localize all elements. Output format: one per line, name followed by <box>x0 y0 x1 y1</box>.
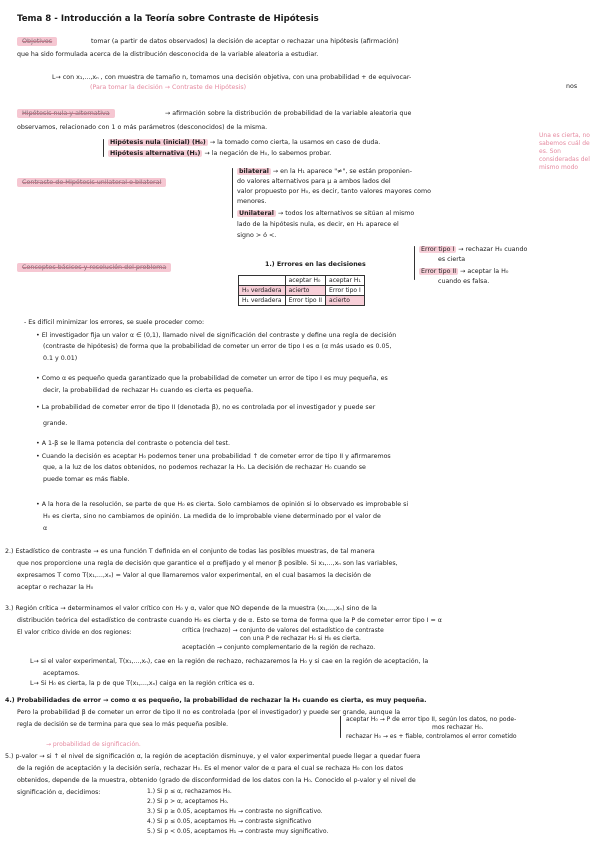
objetivos-note: (Para tomar la decisión → Contraste de Hipótesis) <box>90 84 247 91</box>
hipotesis-line-1: → afirmación sobre la distribución de probabilidad de la variable aleatoria que <box>165 110 412 117</box>
probabilidades-line: Pero la probabilidad β de cometer un error de tipo II no es controlada (por el investigador) y puede ser grande, aunque la <box>17 709 401 716</box>
table-cell: Error tipo II <box>285 296 325 306</box>
errores-heading: 1.) Errores en las decisiones <box>265 261 366 268</box>
h1-row: Hipótesis alternativa (H₁) → la negación de H₀, lo sabemos probar. <box>110 150 332 157</box>
objetivos-line-2: que ha sido formulada acerca de la distribución desconocida de la variable aleatoria a estudiar. <box>17 51 319 58</box>
body-line: α <box>43 525 48 532</box>
body-line: puede tomar es más fiable. <box>43 476 130 483</box>
objetivos-line-3: L→ con x₁,...,xₙ , con muestra de tamaño n, tomamos una decisión objetiva, con una probabilidad + de equivocar- <box>52 74 412 81</box>
objetivos-line-1: tomar (a partir de datos observados) la decisión de aceptar o rechazar una hipótesis (afirmación) <box>91 38 399 45</box>
error-tipo-1-b: es cierta <box>438 256 466 263</box>
bilateral-line-4: menores. <box>237 198 267 205</box>
region-line: aceptación → conjunto complementario de la región de rechazo. <box>182 644 376 651</box>
region-line: aceptamos. <box>43 670 80 677</box>
hipotesis-line-2: observamos, relacionado con 1 o más parámetros (desconocidos) de la misma. <box>17 124 268 131</box>
contraste-label: Contraste de Hipótesis unilateral o bilateral <box>17 178 166 187</box>
body-line: - Es difícil minimizar los errores, se suele proceder como: <box>24 319 205 326</box>
pvalor-item: 3.) Si p ≥ 0.05, aceptamos H₀ → contraste no significativo. <box>147 808 323 815</box>
pvalor-line: significación α, decidimos: <box>17 789 101 796</box>
table-cell: H₀ verdadera <box>239 286 286 296</box>
objetivos-line-3b: nos <box>566 83 578 90</box>
body-line: que, a la luz de los datos obtenidos, no podemos rechazar la H₀. La decisión de rechazar H₀ cuando se <box>43 464 366 471</box>
errores-brace <box>414 246 415 280</box>
region-line: con una P de rechazar H₀ si H₀ es cierta. <box>240 635 361 642</box>
unilateral-line-3: signo > ó <. <box>237 232 277 239</box>
pvalor-line: de la región de aceptación y la decisión sería, rechazar H₀. Es el menor valor de α para el cual se rechaza H₀ con los datos <box>17 765 404 772</box>
table-cell <box>239 276 286 286</box>
body-line: • A 1-β se le llama potencia del contraste o potencia del test. <box>36 440 231 447</box>
pvalor-note: → probabilidad de significación. <box>46 741 141 748</box>
table-row <box>239 296 365 306</box>
pvalor-line: obtenidos, depende de la muestra, obtenido (grado de disconformidad de los datos con la H₀. Conocido el p-valor y el nivel de <box>17 777 416 784</box>
side-note: Una es cierta, no sabemos cuál de es. Son consideradas del mismo modo <box>539 132 590 171</box>
pvalor-item: 1.) Si p ≤ α, rechazamos H₀. <box>147 788 232 795</box>
body-line: • A la hora de la resolución, se parte de que H₀ es cierta. Solo cambiamos de opinión si lo observado es improbable si <box>36 501 409 508</box>
page-title: Tema 8 - Introducción a la Teoría sobre Contraste de Hipótesis <box>17 14 319 24</box>
hipotesis-brace <box>103 139 104 157</box>
estadistico-line: que nos proporcione una regla de decisión que garantice el α prefijado y el menor β posible. Si x₁,...,xₙ son las variables, <box>17 560 398 567</box>
pvalor-item: 5.) Si p < 0.05, aceptamos H₁ → contraste muy significativo. <box>147 828 329 835</box>
bilateral-line-1: bilateral → en la H₁ aparece "≠", se están proponien- <box>239 168 413 175</box>
table-cell: H₁ verdadera <box>239 296 286 306</box>
body-line: • El investigador fija un valor α ∈ (0,1), llamado nivel de significación del contraste y define una regla de decisión <box>36 332 397 339</box>
body-line: • Cuando la decisión es aceptar H₀ podemos tener una probabilidad ↑ de cometer error de tipo II y afirmaremos <box>36 453 391 460</box>
error-tipo-1: Error tipo I → rechazar H₀ cuando <box>421 246 528 253</box>
estadistico-line: 2.) Estadístico de contraste → es una función T definida en el conjunto de todas las posibles muestras, de tal manera <box>5 548 375 555</box>
body-line: • La probabilidad de cometer error de tipo II (denotada β), no es controlada por el investigador y puede ser <box>36 404 376 411</box>
body-line: decir, la probabilidad de rechazar H₀ cuando es cierta es pequeña. <box>43 387 254 394</box>
hipotesis-label: Hipótesis nula y alternativa <box>17 109 115 118</box>
conceptos-label: Conceptos básicos y resolución del problema <box>17 263 171 272</box>
bilateral-line-2: do valores alternativos para μ a ambos lados del <box>237 178 391 185</box>
body-line: (contraste de hipótesis) de forma que la probabilidad de cometer un error de tipo I es α (α más usado es 0.05, <box>43 343 392 350</box>
region-line: crítica (rechazo) → conjunto de valores del estadístico de contraste <box>182 627 384 634</box>
probabilidades-line: mos rechazar H₀. <box>432 724 484 731</box>
estadistico-line: aceptar o rechazar la H₀ <box>17 584 94 591</box>
region-line: El valor crítico divide en dos regiones: <box>17 629 132 636</box>
probabilidades-line: aceptar H₀ → P de error tipo II, según los datos, no pode- <box>346 716 517 723</box>
error-tipo-2-b: cuando es falsa. <box>438 278 490 285</box>
body-line: 0.1 y 0.01) <box>43 355 78 362</box>
probabilidades-brace <box>340 716 341 738</box>
contraste-brace <box>232 168 233 218</box>
h0-row: Hipótesis nula (inicial) (H₀) → la tomado como cierta, la usamos en caso de duda. <box>110 139 381 146</box>
probabilidades-line: rechazar H₀ → es + fiable, controlamos el error cometido <box>346 733 517 740</box>
pvalor-line: 5.) p-valor → si ↑ el nivel de significación α, la región de aceptación disminuye, y el valor experimental puede llegar a quedar fuera <box>5 753 421 760</box>
region-line: L→ Si H₀ es cierta, la p de que T(x₁,...,xₙ) caiga en la región crítica es α. <box>30 680 255 687</box>
body-line: H₀ es cierta, sino no cambiamos de opinión. La medida de lo improbable viene determinado por el valor de <box>43 513 381 520</box>
unilateral-line-1: Unilateral → todos los alternativos se sitúan al mismo <box>239 210 415 217</box>
region-line: 3.) Región crítica → determinamos el valor crítico con H₀ y α, valor que NO depende de la muestra (x₁,...,xₙ) sino de la <box>5 605 377 612</box>
estadistico-line: expresamos T como T(x₁,...,xₙ) = Valor al que llamaremos valor experimental, en el cual basamos la decisión de <box>17 572 372 579</box>
table-row <box>239 286 365 296</box>
pvalor-item: 2.) Si p > α, aceptamos H₀. <box>147 798 229 805</box>
table-cell: acierto <box>285 286 325 296</box>
region-line: distribución teórica del estadístico de contraste cuando H₀ es cierta y de α. Esto se toma de forma que la P de cometer error tipo I = α <box>17 617 442 624</box>
table-cell: Error tipo I <box>326 286 365 296</box>
objetivos-label: Objetivos <box>17 37 57 46</box>
probabilidades-line: 4.) Probabilidades de error → como α es pequeño, la probabilidad de rechazar la H₀ cuando es cierta, es muy pequeña. <box>5 697 427 704</box>
probabilidades-line: regla de decisión se de termina para que sea lo más pequeña posible. <box>17 721 229 728</box>
errors-table <box>238 275 365 306</box>
pvalor-item: 4.) Si p ≤ 0.05, aceptamos H₁ → contraste significativo <box>147 818 312 825</box>
bilateral-line-3: valor propuesto por H₀, es decir, tanto valores mayores como <box>237 188 431 195</box>
table-cell: acierto <box>326 296 365 306</box>
table-header: aceptar H₀ <box>285 276 325 286</box>
body-line: • Como α es pequeño queda garantizado que la probabilidad de cometer un error de tipo I es muy pequeña, es <box>36 375 388 382</box>
error-tipo-2: Error tipo II → aceptar la H₀ <box>421 268 509 275</box>
unilateral-line-2: lado de la hipótesis nula, es decir, en H₁ aparece el <box>237 221 399 228</box>
region-line: L→ si el valor experimental, T(x₁,...,xₙ), cae en la región de rechazo, rechazaremos la H₀ y si cae en la región de aceptación, la <box>30 658 429 665</box>
table-header: aceptar H₁ <box>326 276 365 286</box>
table-row <box>239 276 365 286</box>
body-line: grande. <box>43 420 68 427</box>
